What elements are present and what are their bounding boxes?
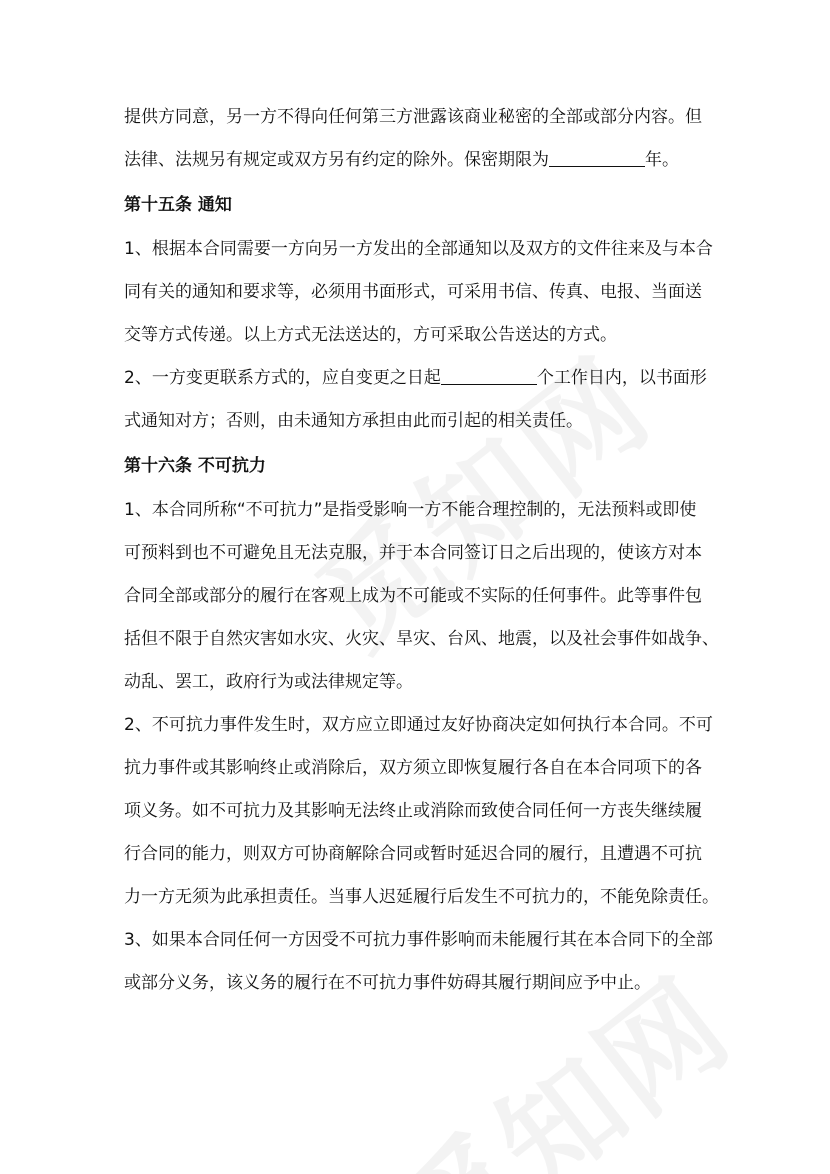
paragraph-confidentiality-continued — [124, 96, 724, 182]
text-line: 提供方同意，另一方不得向任何第三方泄露该商业秘密的全部或部分内容。但 — [124, 107, 702, 127]
text-line: 2、不可抗力事件发生时，双方应立即通过友好协商决定如何执行本合同。不可 — [124, 715, 713, 735]
text-line: 交等方式传递。以上方式无法送达的，方可采取公告送达的方式。 — [124, 325, 617, 345]
text-line: 2、一方变更联系方式的，应自变更之日起 — [124, 368, 441, 388]
text-line: 1、根据本合同需要一方向另一方发出的全部通知以及双方的文件往来及与本合 — [124, 239, 713, 259]
text-line: 个工作日内，以书面形 — [536, 368, 707, 388]
text-line: 法律、法规另有规定或双方另有约定的除外。保密期限为 — [124, 150, 549, 170]
text-line: 动乱、罢工，政府行为或法律规定等。 — [124, 672, 413, 692]
text-line: 年。 — [645, 150, 679, 170]
contract-body — [124, 96, 724, 1005]
text-line: 3、如果本合同任何一方因受不可抗力事件影响而未能履行其在本合同下的全部 — [124, 930, 713, 950]
section-heading-force-majeure: 第十六条 不可抗力 — [124, 456, 266, 476]
fill-in-blank-working-days[interactable] — [441, 364, 537, 385]
section-heading-notice: 第十五条 通知 — [124, 195, 232, 215]
text-line: 合同全部或部分的履行在客观上成为不可能或不实际的任何事件。此等事件包 — [124, 586, 702, 606]
fill-in-blank-confidentiality-period[interactable] — [549, 146, 645, 167]
text-line: 1、本合同所称“不可抗力”是指受影响一方不能合理控制的，无法预料或即使 — [124, 500, 697, 520]
text-line: 抗力事件或其影响终止或消除后，双方须立即恢复履行各自在本合同项下的各 — [124, 758, 702, 778]
text-line: 或部分义务，该义务的履行在不可抗力事件妨碍其履行期间应予中止。 — [124, 973, 651, 993]
text-line: 同有关的通知和要求等，必须用书面形式，可采用书信、传真、电报、当面送 — [124, 282, 702, 302]
text-line: 项义务。如不可抗力及其影响无法终止或消除而致使合同任何一方丧失继续履 — [124, 801, 702, 821]
text-line: 可预料到也不可避免且无法克服，并于本合同签订日之后出现的，使该方对本 — [124, 543, 702, 563]
text-line: 行合同的能力，则双方可协商解除合同或暂时延迟合同的履行，且遭遇不可抗 — [124, 844, 702, 864]
paragraph-notice-2 — [124, 357, 724, 443]
text-line: 式通知对方；否则，由未通知方承担由此而引起的相关责任。 — [124, 411, 583, 431]
paragraph-force-majeure-3 — [124, 919, 724, 1005]
text-line: 括但不限于自然灾害如水灾、火灾、旱灾、台风、地震，以及社会事件如战争、 — [124, 629, 719, 649]
paragraph-notice-1 — [124, 228, 724, 357]
paragraph-force-majeure-1 — [124, 489, 724, 704]
text-line: 力一方无须为此承担责任。当事人迟延履行后发生不可抗力的，不能免除责任。 — [124, 887, 719, 907]
paragraph-force-majeure-2 — [124, 704, 724, 919]
